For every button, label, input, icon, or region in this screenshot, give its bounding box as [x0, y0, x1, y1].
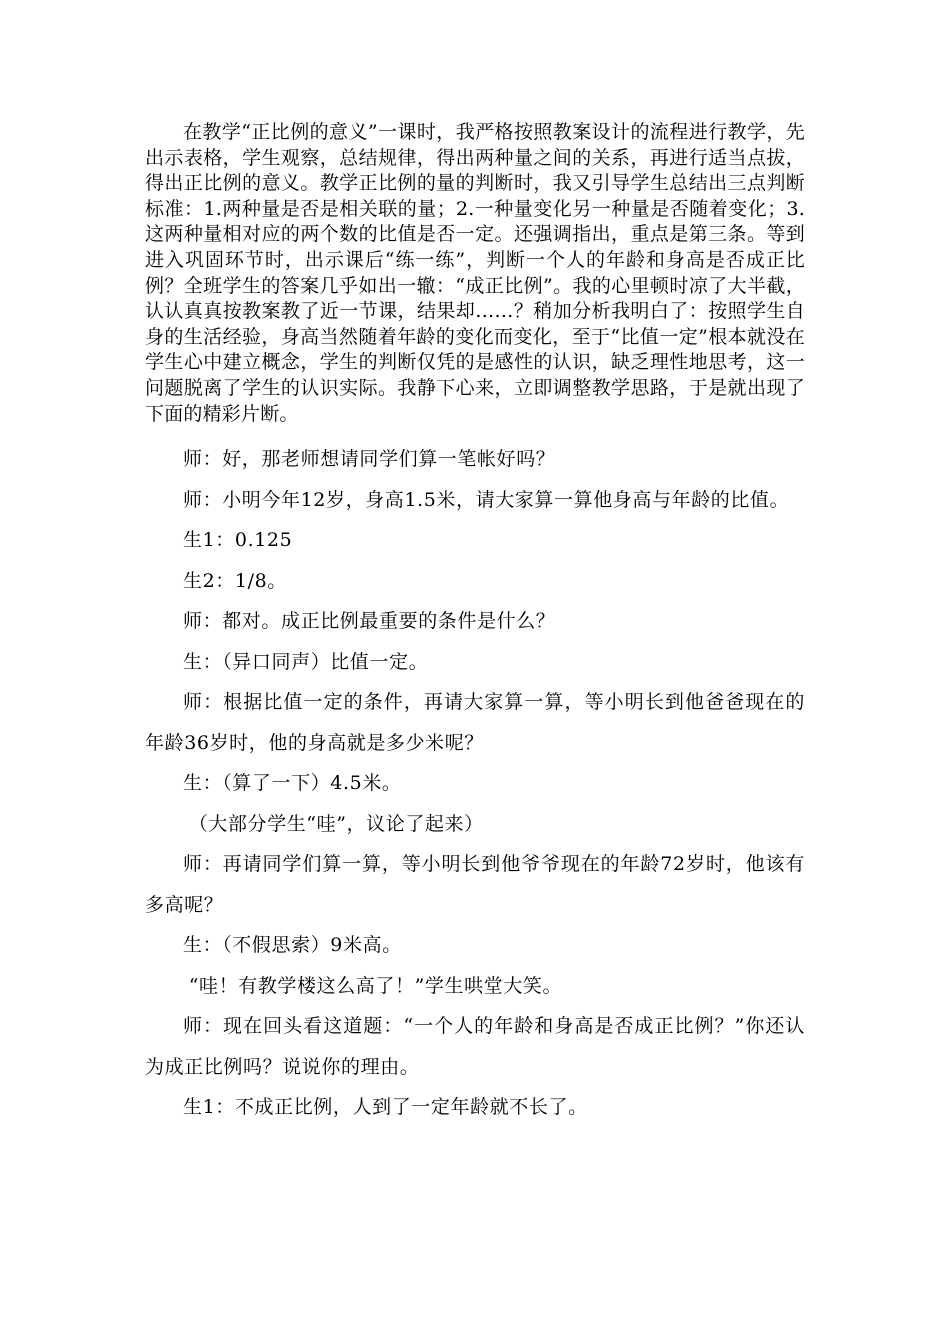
dialogue-line: 师：现在回头看这道题：“一个人的年龄和身高是否成正比例？”你还认为成正比例吗？说说你的理由。	[145, 1015, 805, 1078]
dialogue-line: 生：（算了一下）4.5米。	[183, 772, 402, 795]
narration-line: （大部分学生“哇”，议论了起来）	[188, 812, 484, 835]
dialogue-section	[145, 439, 805, 1128]
document-page	[145, 120, 805, 1128]
dialogue-line: 生2：1/8。	[183, 569, 287, 592]
dialogue-line: 生：（不假思索）9米高。	[183, 934, 402, 957]
dialogue-line: 师：小明今年12岁，身高1.5米，请大家算一算他身高与年龄的比值。	[183, 488, 790, 511]
dialogue-line: 师：都对。成正比例最重要的条件是什么？	[183, 610, 556, 633]
dialogue-line: 生1：0.125	[183, 529, 293, 552]
dialogue-line: 生1：不成正比例，人到了一定年龄就不长了。	[183, 1096, 588, 1119]
dialogue-line: 师：再请同学们算一算，等小明长到他爷爷现在的年龄72岁时，他该有多高呢？	[145, 853, 805, 916]
dialogue-line: 师：好，那老师想请同学们算一笔帐好吗？	[183, 448, 556, 471]
intro-paragraph: 在教学“正比例的意义”一课时，我严格按照教案设计的流程进行教学，先出示表格，学生观察，总结规律，得出两种量之间的关系，再进行适当点拔，得出正比例的意义。教学正比例的量的判断时，我又引导学生总结出三点判断标准：1.两种量是否是相关联的量；2.一种量变化另一种量是否随着变化；3.这两种量相对应的两个数的比值是否一定。还强调指出，重点是第三条。等到进入巩固环节时，出示课后“练一练”，判断一个人的年龄和身高是否成正比例？全班学生的答案几乎如出一辙：“成正比例”。我的心里顿时凉了大半截，认认真真按教案教了近一节课，结果却……？稍加分析我明白了：按照学生自身的生活经验，身高当然随着年龄的变化而变化，至于“比值一定”根本就没在学生心中建立概念，学生的判断仅凭的是感性的认识，缺乏理性地思考，这一问题脱离了学生的认识实际。我静下心来，立即调整教学思路，于是就出现了下面的精彩片断。	[145, 121, 805, 425]
dialogue-line: 师：根据比值一定的条件，再请大家算一算，等小明长到他爸爸现在的年龄36岁时，他的身高就是多少米呢？	[145, 691, 805, 754]
narration-line: “哇！有教学楼这么高了！”学生哄堂大笑。	[188, 974, 563, 997]
dialogue-line: 生：（异口同声）比值一定。	[183, 650, 429, 673]
